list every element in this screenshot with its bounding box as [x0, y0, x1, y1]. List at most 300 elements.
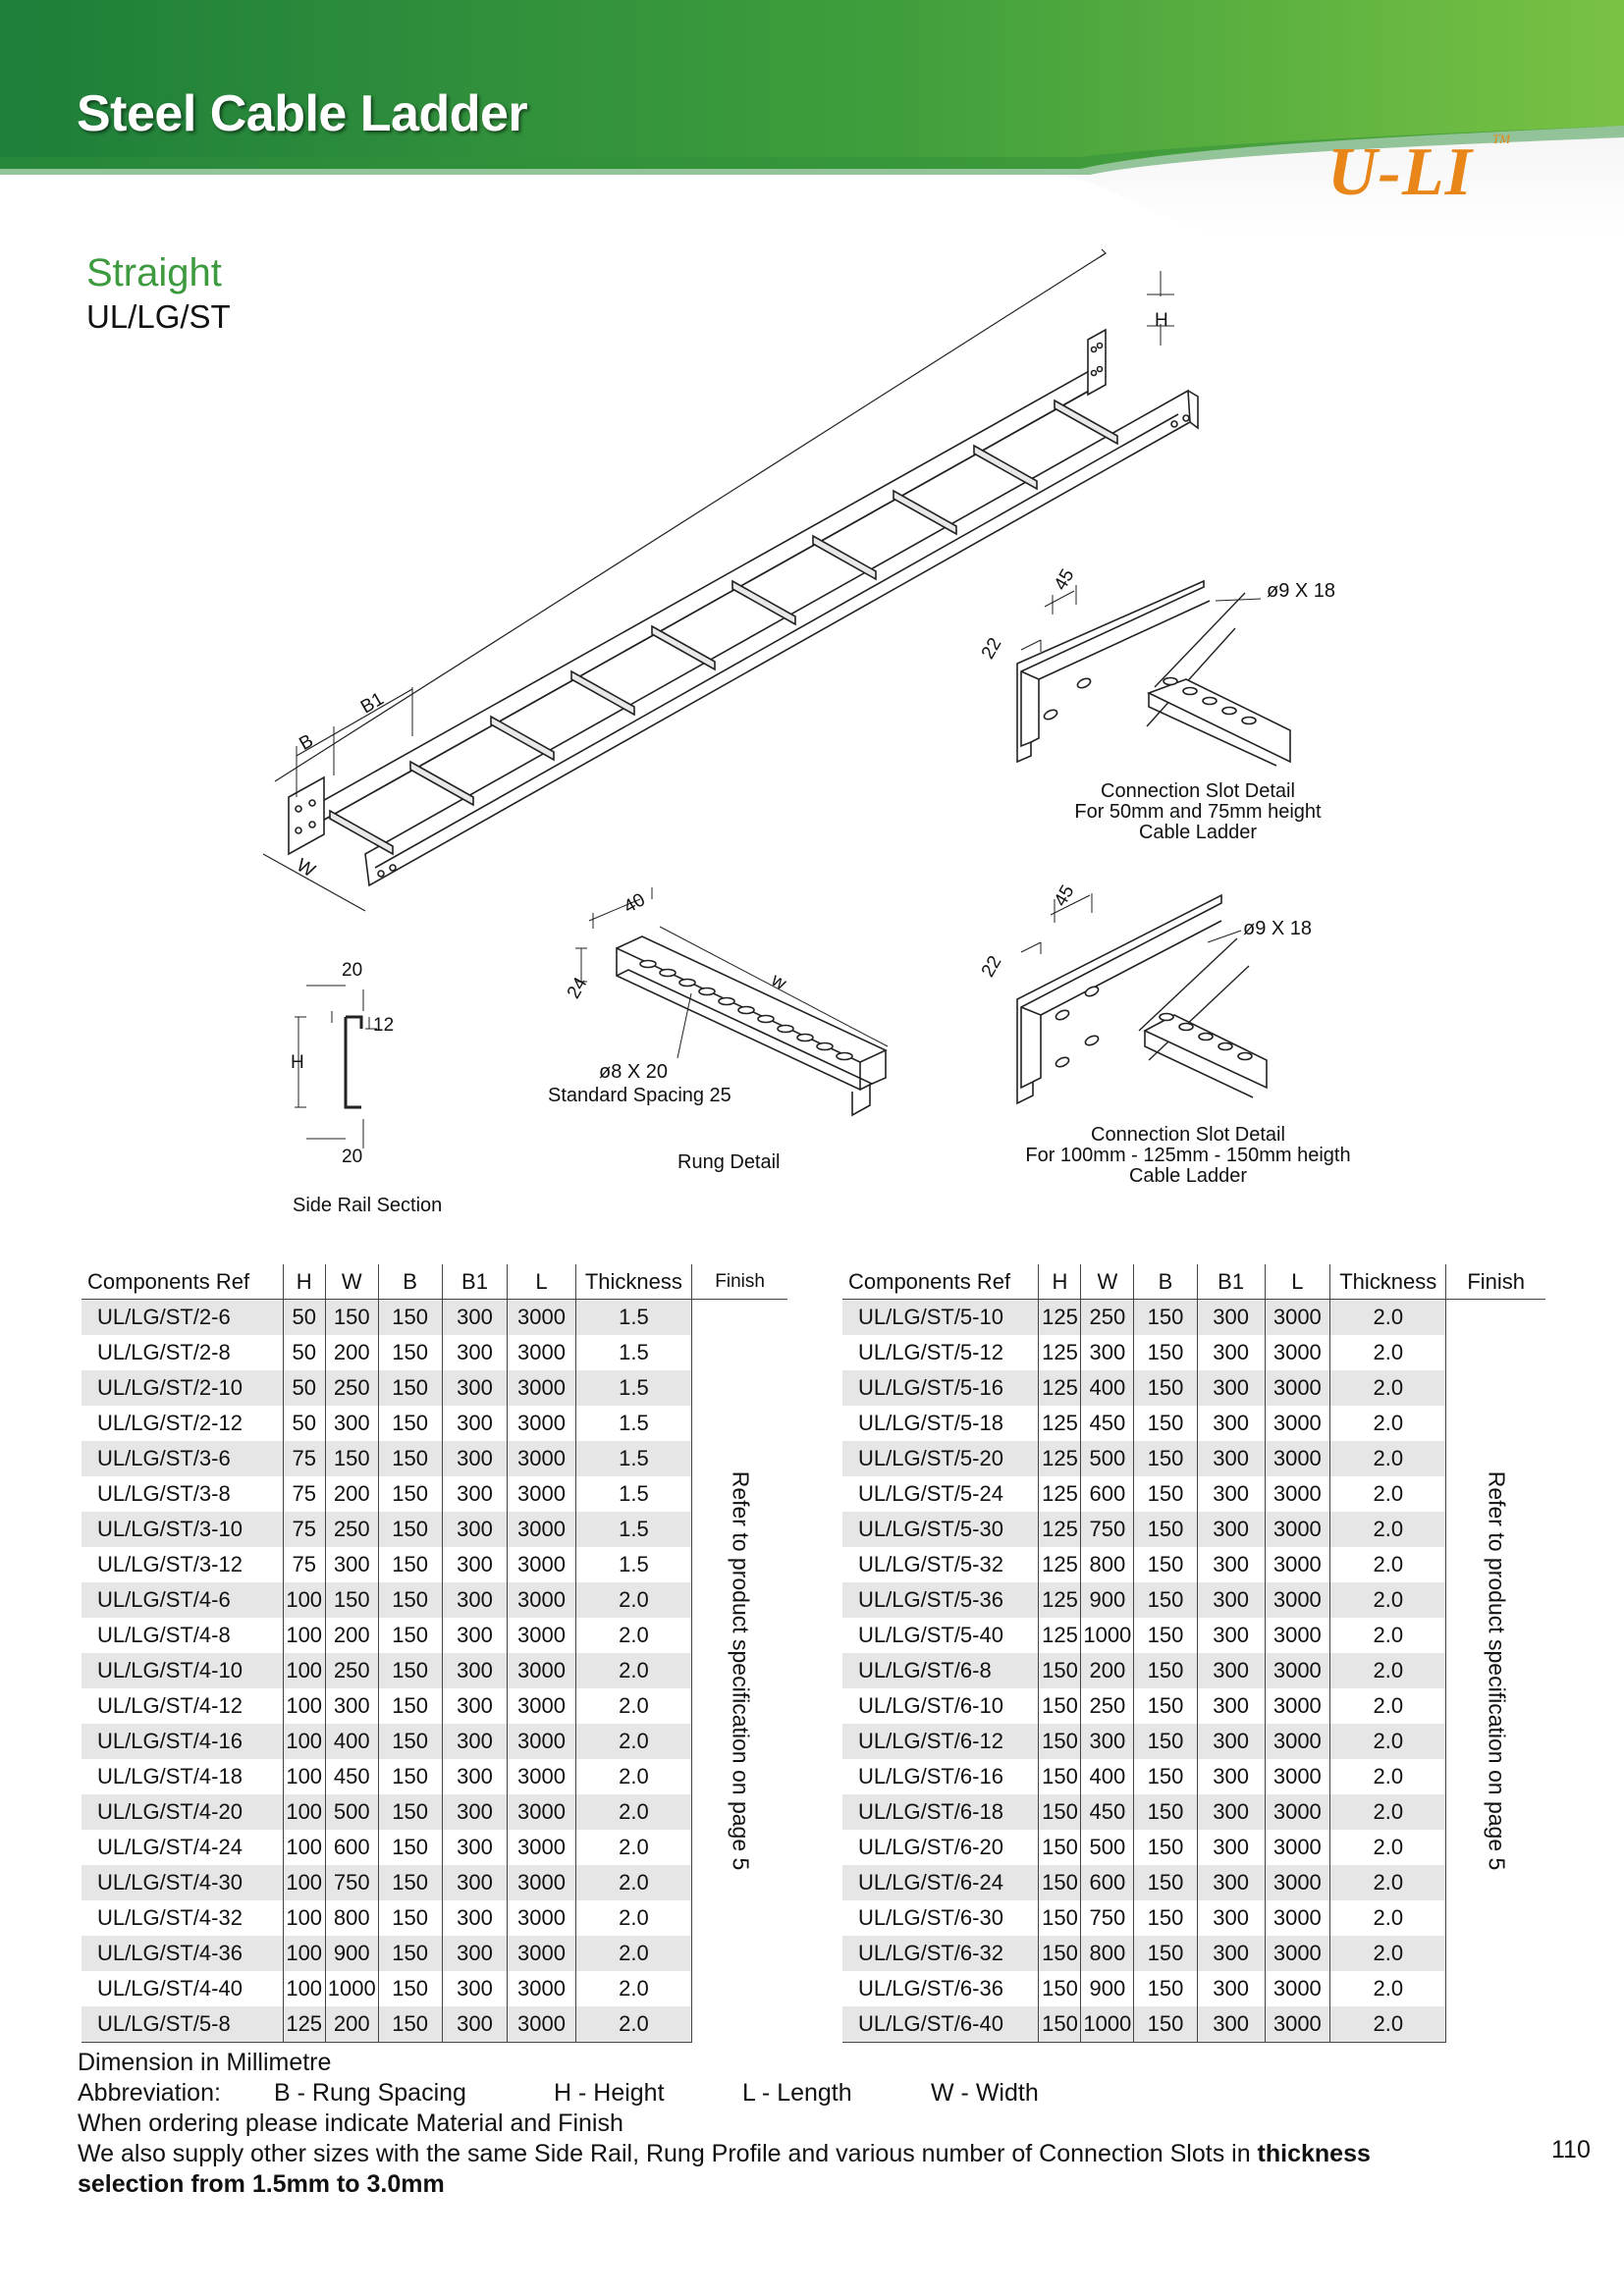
table-row [842, 1370, 1545, 1406]
cell-thickness: 2.0 [575, 1653, 692, 1688]
cell-thickness: 1.5 [575, 1370, 692, 1406]
side-rail-h-dim: H [291, 1052, 304, 1073]
cell-l: 3000 [1265, 1618, 1330, 1653]
cell-h: 125 [1039, 1406, 1081, 1441]
table-row [842, 1441, 1545, 1476]
cell-w: 250 [1081, 1688, 1134, 1724]
col-header-thickness: Thickness [1330, 1264, 1446, 1300]
cell-ref: UL/LG/ST/2-10 [81, 1370, 283, 1406]
cell-ref: UL/LG/ST/4-40 [97, 1976, 243, 2001]
cell-b: 150 [378, 1865, 442, 1900]
col-header-ref: Components Ref [842, 1264, 1039, 1300]
cell-h: 150 [1039, 1724, 1081, 1759]
abbr-length: L - Length [742, 2079, 852, 2107]
table-row [81, 1724, 787, 1759]
cell-l: 3000 [1265, 1724, 1330, 1759]
slot-large-caption-line2: For 100mm - 125mm - 150mm heigth [1025, 1145, 1351, 1166]
cell-w: 750 [1081, 1900, 1134, 1936]
cell-w: 400 [325, 1724, 378, 1759]
rung-caption: Rung Detail [677, 1151, 781, 1173]
slot-small-dim-22: 22 [977, 634, 1006, 664]
cell-ref: UL/LG/ST/5-30 [842, 1512, 1039, 1547]
section-title: Straight [86, 251, 222, 294]
cell-l: 3000 [508, 1759, 575, 1794]
cell-h: 150 [1039, 1759, 1081, 1794]
cell-b1: 300 [1197, 1335, 1265, 1370]
cell-b: 150 [1134, 1547, 1198, 1582]
slot-large-dim-45: 45 [1050, 881, 1079, 911]
cell-ref: UL/LG/ST/5-32 [858, 1552, 1003, 1576]
dim-w-label: W [293, 854, 319, 882]
cell-ref: UL/LG/ST/4-18 [97, 1764, 243, 1789]
cell-l: 3000 [508, 1406, 575, 1441]
cell-b1: 300 [1197, 1582, 1265, 1618]
cell-l: 3000 [508, 1830, 575, 1865]
cell-b: 150 [378, 2006, 442, 2043]
cell-b: 150 [1134, 1653, 1198, 1688]
cell-w: 400 [1081, 1759, 1134, 1794]
col-header-finish: Finish [692, 1264, 787, 1300]
cell-b1: 300 [442, 1300, 508, 1336]
cell-l: 3000 [1265, 1653, 1330, 1688]
cell-l: 3000 [508, 1794, 575, 1830]
cell-b: 150 [1134, 1830, 1198, 1865]
supply-note-line2 [78, 2169, 1371, 2200]
cell-ref: UL/LG/ST/3-8 [97, 1481, 231, 1506]
table-row [81, 1547, 787, 1582]
cell-b: 150 [1134, 1370, 1198, 1406]
cell-thickness: 2.0 [1330, 1653, 1446, 1688]
cell-thickness: 2.0 [575, 1971, 692, 2006]
cell-thickness: 1.5 [575, 1335, 692, 1370]
cell-b: 150 [378, 1512, 442, 1547]
cell-ref: UL/LG/ST/5-16 [842, 1370, 1039, 1406]
table-row [81, 1688, 787, 1724]
cell-thickness: 2.0 [575, 1865, 692, 1900]
cell-w: 200 [325, 2006, 378, 2043]
cell-w: 750 [1081, 1512, 1134, 1547]
cell-thickness: 1.5 [575, 1476, 692, 1512]
cell-l: 3000 [1265, 1794, 1330, 1830]
table-row [81, 1759, 787, 1794]
spec-table-left [81, 1264, 787, 2043]
cell-w: 450 [1081, 1794, 1134, 1830]
table-row [842, 1794, 1545, 1830]
col-header-h: H [1039, 1264, 1081, 1300]
cell-w: 900 [1081, 1582, 1134, 1618]
cell-h: 100 [283, 1653, 325, 1688]
cell-thickness: 1.5 [575, 1406, 692, 1441]
cell-h: 125 [1039, 1300, 1081, 1336]
cell-ref: UL/LG/ST/4-30 [81, 1865, 283, 1900]
cell-h: 75 [283, 1441, 325, 1476]
cell-l: 3000 [1265, 1759, 1330, 1794]
cell-thickness: 2.0 [1330, 1724, 1446, 1759]
cell-w: 500 [1081, 1830, 1134, 1865]
cell-l: 3000 [508, 1618, 575, 1653]
table-row [81, 1900, 787, 1936]
cell-b1: 300 [442, 1900, 508, 1936]
cell-ref: UL/LG/ST/6-20 [858, 1835, 1003, 1859]
finish-note: Refer to product specification on page 5 [728, 1470, 754, 1871]
cell-w: 500 [325, 1794, 378, 1830]
table-row [81, 1653, 787, 1688]
col-header-b: B [378, 1264, 442, 1300]
table-row [81, 1300, 787, 1336]
col-header-l: L [1265, 1264, 1330, 1300]
slot-small-caption-line3: Cable Ladder [1138, 822, 1258, 843]
cell-h: 100 [283, 1759, 325, 1794]
table-row [81, 1441, 787, 1476]
supply-note-bold-2: selection from 1.5mm to 3.0mm [78, 2170, 445, 2198]
cell-ref: UL/LG/ST/6-18 [842, 1794, 1039, 1830]
slot-detail-small-drawing [1017, 581, 1290, 766]
cell-b: 150 [378, 1936, 442, 1971]
cell-thickness: 2.0 [1330, 1406, 1446, 1441]
table-row [842, 1547, 1545, 1582]
cell-thickness: 2.0 [1330, 1759, 1446, 1794]
cell-ref: UL/LG/ST/3-10 [81, 1512, 283, 1547]
cell-b: 150 [378, 1830, 442, 1865]
cell-l: 3000 [1265, 1547, 1330, 1582]
cell-b: 150 [1134, 1618, 1198, 1653]
cell-w: 150 [325, 1300, 378, 1336]
cell-ref: UL/LG/ST/6-30 [858, 1905, 1003, 1930]
supply-note-bold-1: thickness [1257, 2140, 1371, 2167]
cell-b: 150 [1134, 1582, 1198, 1618]
cell-finish [1446, 1300, 1545, 2043]
cell-b1: 300 [442, 1547, 508, 1582]
cell-w: 600 [325, 1830, 378, 1865]
cell-ref: UL/LG/ST/3-6 [81, 1441, 283, 1476]
cell-b1: 300 [442, 1618, 508, 1653]
cell-b1: 300 [1197, 1724, 1265, 1759]
cell-b1: 300 [1197, 1971, 1265, 2006]
cell-h: 50 [283, 1406, 325, 1441]
dim-b-label: B [296, 730, 317, 755]
cell-thickness: 2.0 [1330, 1830, 1446, 1865]
col-header-b1: B1 [442, 1264, 508, 1300]
cell-h: 100 [283, 1618, 325, 1653]
cell-h: 150 [1039, 1971, 1081, 2006]
dimension-note: Dimension in Millimetre [78, 2049, 332, 2076]
cell-l: 3000 [1265, 1300, 1330, 1336]
cell-h: 75 [283, 1547, 325, 1582]
cell-ref: UL/LG/ST/5-8 [81, 2006, 283, 2043]
cell-ref: UL/LG/ST/4-36 [81, 1936, 283, 1971]
cell-h: 75 [283, 1476, 325, 1512]
cell-w: 250 [325, 1370, 378, 1406]
cell-thickness: 2.0 [1330, 1900, 1446, 1936]
cell-l: 3000 [508, 1512, 575, 1547]
cell-b1: 300 [1197, 1441, 1265, 1476]
cell-ref: UL/LG/ST/5-20 [842, 1441, 1039, 1476]
cell-l: 3000 [1265, 1971, 1330, 2006]
ordering-note: When ordering please indicate Material and Finish [78, 2109, 623, 2137]
table-row [842, 1688, 1545, 1724]
cell-h: 50 [283, 1370, 325, 1406]
cell-b1: 300 [442, 1724, 508, 1759]
cell-b1: 300 [442, 2006, 508, 2043]
table-row [842, 1406, 1545, 1441]
cell-ref: UL/LG/ST/6-16 [858, 1764, 1003, 1789]
cell-l: 3000 [508, 1300, 575, 1336]
cell-l: 3000 [508, 2006, 575, 2043]
table-row [81, 1476, 787, 1512]
cell-l: 3000 [1265, 1865, 1330, 1900]
cell-b: 150 [378, 1794, 442, 1830]
side-rail-lip-dim: 12 [373, 1015, 395, 1036]
table-row [81, 1865, 787, 1900]
cell-w: 800 [1081, 1936, 1134, 1971]
cell-ref: UL/LG/ST/4-24 [97, 1835, 243, 1859]
cell-thickness: 2.0 [1330, 1335, 1446, 1370]
dim-b1-label: B1 [357, 688, 388, 719]
cell-b1: 300 [1197, 1618, 1265, 1653]
table-row [842, 1653, 1545, 1688]
cell-w: 200 [325, 1476, 378, 1512]
finish-note: Refer to product specification on page 5 [1484, 1470, 1510, 1871]
cell-w: 1000 [1081, 2006, 1134, 2043]
cell-h: 100 [283, 1865, 325, 1900]
table-row [842, 1618, 1545, 1653]
cell-l: 3000 [1265, 1936, 1330, 1971]
cell-h: 100 [283, 1582, 325, 1618]
cell-b1: 300 [1197, 1865, 1265, 1900]
cell-h: 75 [283, 1512, 325, 1547]
table-row [842, 1830, 1545, 1865]
col-header-finish: Finish [1446, 1264, 1545, 1300]
side-rail-caption: Side Rail Section [293, 1195, 443, 1216]
cell-thickness: 1.5 [575, 1547, 692, 1582]
table-row [81, 2006, 787, 2043]
cell-b: 150 [378, 1971, 442, 2006]
cell-b1: 300 [442, 1936, 508, 1971]
cell-ref: UL/LG/ST/5-18 [858, 1411, 1003, 1435]
cell-h: 100 [283, 1688, 325, 1724]
col-header-thickness: Thickness [575, 1264, 692, 1300]
cell-b: 150 [378, 1335, 442, 1370]
cell-w: 150 [325, 1441, 378, 1476]
cell-b1: 300 [1197, 1794, 1265, 1830]
cell-l: 3000 [508, 1370, 575, 1406]
table-row [81, 1512, 787, 1547]
cell-b1: 300 [442, 1335, 508, 1370]
cell-b: 150 [378, 1759, 442, 1794]
cell-w: 300 [1081, 1335, 1134, 1370]
cell-l: 3000 [508, 1936, 575, 1971]
cell-h: 150 [1039, 1653, 1081, 1688]
cell-thickness: 2.0 [575, 1688, 692, 1724]
cell-b1: 300 [442, 1794, 508, 1830]
table-row [842, 1512, 1545, 1547]
cell-b: 150 [1134, 1724, 1198, 1759]
cell-h: 100 [283, 1794, 325, 1830]
table-row [842, 2006, 1545, 2043]
cell-h: 125 [283, 2006, 325, 2043]
cell-thickness: 2.0 [1330, 1688, 1446, 1724]
col-header-w: W [1081, 1264, 1134, 1300]
table-row [842, 1582, 1545, 1618]
table-row [842, 1335, 1545, 1370]
cell-b1: 300 [1197, 1512, 1265, 1547]
cell-thickness: 2.0 [1330, 1936, 1446, 1971]
table-row [842, 1476, 1545, 1512]
cell-b1: 300 [442, 1582, 508, 1618]
cell-w: 400 [1081, 1370, 1134, 1406]
cell-ref: UL/LG/ST/4-8 [97, 1623, 231, 1647]
side-rail-section-drawing [295, 986, 377, 1148]
cell-h: 125 [1039, 1370, 1081, 1406]
table-row [81, 1618, 787, 1653]
cell-ref: UL/LG/ST/5-12 [858, 1340, 1003, 1364]
cell-b1: 300 [442, 1759, 508, 1794]
notes-block [78, 2048, 1371, 2200]
cell-w: 200 [1081, 1653, 1134, 1688]
slot-small-dim-45: 45 [1050, 565, 1079, 595]
cell-w: 900 [325, 1936, 378, 1971]
cell-l: 3000 [1265, 1900, 1330, 1936]
col-header-l: L [508, 1264, 575, 1300]
table-row [81, 1406, 787, 1441]
cell-w: 300 [325, 1547, 378, 1582]
cell-h: 100 [283, 1936, 325, 1971]
cell-b: 150 [1134, 1936, 1198, 1971]
cell-l: 3000 [508, 1688, 575, 1724]
cell-w: 600 [1081, 1476, 1134, 1512]
supply-note [78, 2139, 1371, 2169]
cell-w: 300 [325, 1406, 378, 1441]
technical-drawings [0, 236, 1624, 1237]
table-row [842, 1724, 1545, 1759]
table-row [842, 1865, 1545, 1900]
cell-b1: 300 [1197, 1759, 1265, 1794]
cell-h: 150 [1039, 1794, 1081, 1830]
table-row [842, 1936, 1545, 1971]
cell-thickness: 2.0 [1330, 1476, 1446, 1512]
cell-ref: UL/LG/ST/2-12 [97, 1411, 243, 1435]
cell-b1: 300 [1197, 1406, 1265, 1441]
cell-w: 250 [325, 1653, 378, 1688]
cell-b1: 300 [1197, 1476, 1265, 1512]
cell-b1: 300 [442, 1441, 508, 1476]
cell-b1: 300 [1197, 1936, 1265, 1971]
table-row [81, 1936, 787, 1971]
cell-ref: UL/LG/ST/6-24 [842, 1865, 1039, 1900]
cell-ref: UL/LG/ST/2-6 [81, 1300, 283, 1336]
cell-thickness: 2.0 [575, 1900, 692, 1936]
cell-ref: UL/LG/ST/6-10 [858, 1693, 1003, 1718]
cell-thickness: 1.5 [575, 1300, 692, 1336]
slot-small-caption [1060, 781, 1335, 843]
cell-l: 3000 [1265, 2006, 1330, 2043]
cell-ref: UL/LG/ST/3-12 [97, 1552, 243, 1576]
cell-w: 250 [1081, 1300, 1134, 1336]
cell-l: 3000 [1265, 1582, 1330, 1618]
cell-b: 150 [1134, 1335, 1198, 1370]
cell-w: 150 [325, 1582, 378, 1618]
cell-h: 125 [1039, 1547, 1081, 1582]
cell-thickness: 2.0 [1330, 2006, 1446, 2043]
cell-b1: 300 [442, 1865, 508, 1900]
cell-b: 150 [1134, 1406, 1198, 1441]
cell-l: 3000 [1265, 1476, 1330, 1512]
cell-l: 3000 [508, 1547, 575, 1582]
cell-w: 200 [325, 1335, 378, 1370]
cell-l: 3000 [508, 1865, 575, 1900]
cell-w: 600 [1081, 1865, 1134, 1900]
cell-b1: 300 [1197, 1370, 1265, 1406]
cell-l: 3000 [508, 1582, 575, 1618]
cell-h: 50 [283, 1300, 325, 1336]
cell-b: 150 [378, 1582, 442, 1618]
cell-b: 150 [1134, 1512, 1198, 1547]
table-row [81, 1830, 787, 1865]
cell-h: 125 [1039, 1618, 1081, 1653]
cell-l: 3000 [1265, 1335, 1330, 1370]
cell-b1: 300 [442, 1512, 508, 1547]
cell-b1: 300 [1197, 1547, 1265, 1582]
cell-thickness: 2.0 [1330, 1441, 1446, 1476]
cell-w: 300 [1081, 1724, 1134, 1759]
cell-h: 50 [283, 1335, 325, 1370]
cell-w: 1000 [1081, 1618, 1134, 1653]
cell-thickness: 2.0 [1330, 1582, 1446, 1618]
col-header-b: B [1134, 1264, 1198, 1300]
cell-h: 125 [1039, 1441, 1081, 1476]
cell-w: 450 [325, 1759, 378, 1794]
abbreviation-label: Abbreviation: [78, 2079, 221, 2107]
cell-b1: 300 [1197, 1900, 1265, 1936]
cell-ref: UL/LG/ST/4-20 [81, 1794, 283, 1830]
col-header-h: H [283, 1264, 325, 1300]
table-row [81, 1794, 787, 1830]
cell-thickness: 2.0 [575, 1830, 692, 1865]
cell-thickness: 2.0 [575, 1618, 692, 1653]
abbr-width: W - Width [931, 2079, 1039, 2107]
cell-thickness: 2.0 [575, 1582, 692, 1618]
table-row [842, 1759, 1545, 1794]
rung-dim-24: 24 [563, 974, 592, 1003]
cell-b: 150 [378, 1547, 442, 1582]
cell-b1: 300 [442, 1653, 508, 1688]
cell-thickness: 2.0 [1330, 1794, 1446, 1830]
side-rail-bottom-dim: 20 [342, 1147, 363, 1167]
cell-b: 150 [1134, 1441, 1198, 1476]
slot-small-caption-line1: Connection Slot Detail [1101, 780, 1295, 802]
spec-table-right [842, 1264, 1545, 2043]
cell-b: 150 [1134, 1794, 1198, 1830]
brand-logo: U-LI [1327, 134, 1473, 210]
cell-l: 3000 [508, 1476, 575, 1512]
cell-thickness: 2.0 [575, 1936, 692, 1971]
cell-ref: UL/LG/ST/5-36 [842, 1582, 1039, 1618]
cell-h: 125 [1039, 1582, 1081, 1618]
cell-h: 125 [1039, 1512, 1081, 1547]
slot-large-hole-label: ø9 X 18 [1243, 918, 1313, 939]
cell-h: 150 [1039, 2006, 1081, 2043]
cell-b1: 300 [442, 1830, 508, 1865]
cell-b: 150 [1134, 2006, 1198, 2043]
cell-l: 3000 [1265, 1688, 1330, 1724]
cell-b: 150 [1134, 1865, 1198, 1900]
slot-large-caption-line1: Connection Slot Detail [1091, 1124, 1285, 1146]
table-row [81, 1335, 787, 1370]
cell-h: 150 [1039, 1688, 1081, 1724]
dim-h-label: H [1155, 310, 1168, 331]
table-row [842, 1900, 1545, 1936]
cell-l: 3000 [508, 1971, 575, 2006]
